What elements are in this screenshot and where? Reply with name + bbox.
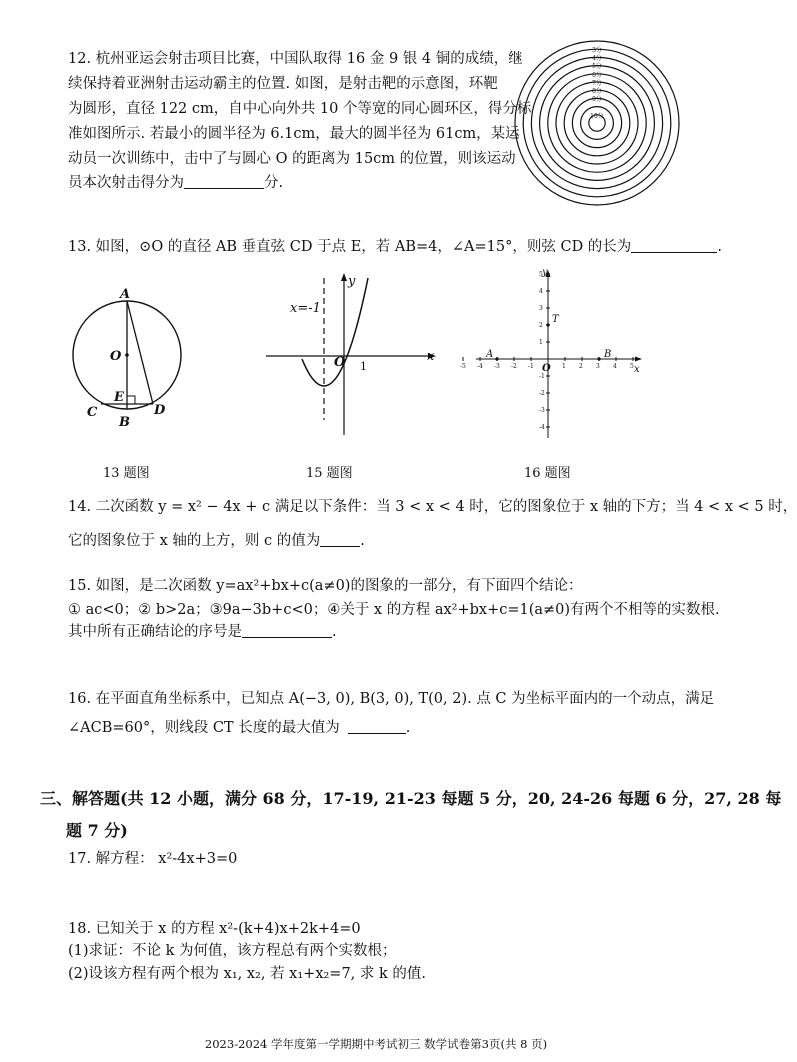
fig16-label-x: x	[634, 364, 640, 375]
q18-line-1: 18. 已知关于 x 的方程 x²-(k+4)x+2k+4=0	[68, 921, 361, 937]
q18-line-3: (2)设该方程有两个根为 x₁, x₂, 若 x₁+x₂=7, 求 k 的值.	[68, 966, 427, 982]
fig16-ytick-label: 2	[539, 322, 543, 329]
fig16-xtick-label: -3	[494, 363, 500, 370]
q15-line-3-text: 其中所有正确结论的序号是	[68, 624, 242, 640]
fig16-label-B: B	[604, 349, 612, 360]
fig16-xtick-label: -1	[528, 363, 534, 370]
figure-13	[74, 280, 189, 430]
fig15-label-y: y	[348, 274, 356, 289]
shooting-target-figure	[512, 38, 682, 208]
fig16-ytick-label: 1	[539, 339, 543, 346]
q13-text: 13. 如图，⊙O 的直径 AB 垂直弦 CD 于点 E，若 AB=4，∠A=15°，则弦 CD 的长为	[68, 239, 632, 255]
figure-16	[460, 267, 650, 443]
q12-line-4: 准如图所示. 若最小的圆半径为 6.1cm，最大的圆半径为 61cm，某运	[68, 126, 520, 142]
q12-tail: 分.	[264, 175, 284, 191]
fig16-xtick-label: -2	[511, 363, 517, 370]
question-13	[68, 236, 722, 258]
caption-16: 16 题图	[524, 466, 571, 481]
q16-line-2-text: ∠ACB=60°，则线段 CT 长度的最大值为	[68, 720, 340, 736]
fig15-label-x: x	[427, 349, 435, 364]
ring-label-3: 3分	[592, 47, 602, 54]
answer-blank-16	[348, 719, 406, 734]
fig13-label-D: D	[154, 403, 166, 418]
fig16-xtick-label: -5	[460, 363, 466, 370]
page-footer: 2023-2024 学年度第一学期期中考试初三 数学试卷第3页(共 8 页)	[204, 1037, 548, 1051]
fig15-label-1: 1	[360, 360, 367, 373]
ring-label-7: 7分	[592, 80, 602, 87]
section-3-heading-line-1: 三、解答题(共 12 小题，满分 68 分，17-19, 21-23 每题 5 分，20, 24-26 每题 6 分，27, 28 每	[40, 789, 782, 808]
fig16-label-A: A	[486, 349, 494, 360]
section-3-heading-line-2: 题 7 分)	[66, 821, 128, 840]
fig13-label-C: C	[87, 405, 98, 420]
q18-line-2: (1)求证：不论 k 为何值，该方程总有两个实数根；	[68, 943, 397, 959]
figure-15	[262, 270, 442, 440]
q14-line-2	[68, 530, 365, 552]
fig15-label-eq: x=-1	[290, 301, 321, 316]
fig13-label-A: A	[120, 287, 131, 302]
fig16-ytick-label: -2	[539, 390, 545, 397]
q16-line-2	[68, 717, 410, 739]
fig16-xtick-label: 5	[630, 363, 634, 370]
q15-line-2: ① ac<0；② b>2a；③9a−3b+c<0；④关于 x 的方程 ax²+bx+c=1(a≠0)有两个不相等的实数根.	[68, 602, 720, 618]
fig16-ytick-label: 4	[539, 288, 543, 295]
fig16-xtick-label: -4	[477, 363, 483, 370]
q14-line-2-text: 它的图象位于 x 轴的上方，则 c 的值为	[68, 533, 321, 549]
q15-tail: .	[332, 624, 337, 640]
fig16-xtick-label: 1	[562, 363, 566, 370]
q16-tail: .	[405, 720, 411, 736]
q12-line-2: 续保持着亚洲射击运动霸主的位置. 如图，是射击靶的示意图，环靶	[68, 76, 498, 92]
ring-label-8: 8分	[592, 88, 602, 95]
fig16-xtick-label: 2	[579, 363, 583, 370]
answer-blank-13	[631, 238, 717, 253]
answer-blank-15	[242, 623, 332, 638]
caption-13: 13 题图	[103, 466, 150, 481]
q12-line-5: 动员一次训练中，击中了与圆心 O 的距离为 15cm 的位置，则该运动	[68, 151, 516, 167]
fig16-label-y: y	[542, 267, 548, 278]
ring-label-9: 9分	[592, 96, 602, 103]
fig16-label-O: O	[542, 363, 551, 374]
q12-line-6-text: 员本次射击得分为	[68, 175, 184, 191]
ring-label-10: 10分	[590, 113, 604, 120]
fig16-ytick-label: 3	[539, 305, 543, 312]
answer-blank-12	[184, 174, 264, 189]
fig16-ytick-label: -1	[539, 373, 545, 380]
ring-label-5: 5分	[592, 63, 602, 70]
fig16-ytick-label: -4	[539, 424, 545, 431]
fig13-label-E: E	[114, 390, 124, 405]
fig16-xtick-label: 4	[613, 363, 617, 370]
caption-15: 15 题图	[306, 466, 353, 481]
fig16-label-T: T	[552, 314, 559, 325]
q15-line-3	[68, 621, 337, 643]
q12-line-3: 为圆形，直径 122 cm，自中心向外共 10 个等宽的同心圆环区，得分标	[68, 101, 532, 117]
q12-line-1: 12. 杭州亚运会射击项目比赛，中国队取得 16 金 9 银 4 铜的成绩，继	[68, 51, 523, 67]
q12-line-6	[68, 172, 283, 194]
question-17: 17. 解方程： x²-4x+3=0	[68, 851, 238, 867]
q15-line-1: 15. 如图，是二次函数 y=ax²+bx+c(a≠0)的图象的一部分，有下面四个结论：	[68, 578, 583, 594]
fig13-label-B: B	[119, 415, 130, 430]
q16-line-1: 16. 在平面直角坐标系中，已知点 A(−3, 0), B(3, 0), T(0, 2). 点 C 为坐标平面内的一个动点，满足	[68, 691, 715, 707]
fig16-ytick-label: 5	[539, 271, 543, 278]
fig15-label-O: O	[334, 355, 346, 370]
q13-tail: .	[717, 239, 722, 255]
q14-line-1: 14. 二次函数 y = x² − 4x + c 满足以下条件：当 3 < x < 4 时，它的图象位于 x 轴的下方；当 4 < x < 5 时，	[68, 499, 797, 515]
ring-label-6: 6分	[592, 72, 602, 79]
fig13-label-O: O	[110, 349, 122, 364]
answer-blank-14	[320, 532, 360, 547]
q14-tail: .	[360, 533, 365, 549]
ring-label-4: 4分	[592, 55, 602, 62]
fig16-ytick-label: -3	[539, 407, 545, 414]
fig16-xtick-label: 3	[596, 363, 600, 370]
